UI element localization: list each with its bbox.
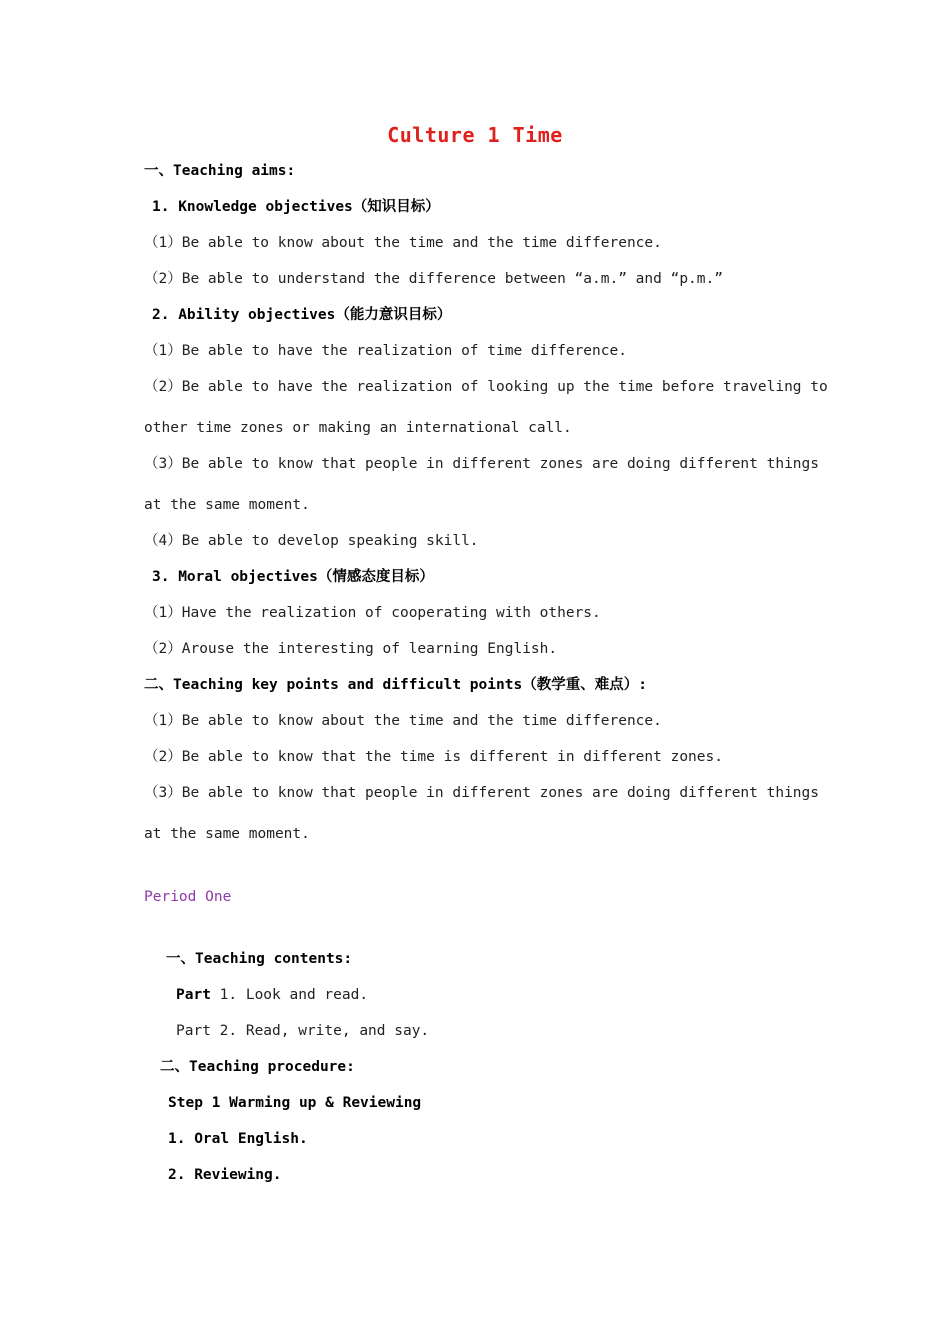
step-1-heading: Step 1 Warming up & Reviewing [168, 1095, 422, 1111]
knowledge-item-2: （2）Be able to understand the difference between “a.m.” and “p.m.” [144, 271, 723, 287]
contents-item-1 [176, 985, 368, 1005]
document-title: Culture 1 Time [387, 123, 563, 147]
contents-heading: 一、Teaching contents: [166, 951, 353, 967]
ability-objectives-heading: 2. Ability objectives（能力意识目标） [152, 307, 452, 323]
key-point-3-line-2: at the same moment. [144, 826, 310, 842]
ability-item-3-line-1: （3）Be able to know that people in different zones are doing different things [144, 456, 820, 472]
ability-item-3-line-2: at the same moment. [144, 497, 310, 513]
key-point-1: （1）Be able to know about the time and the time difference. [144, 713, 662, 729]
aims-heading: 一、Teaching aims: [144, 163, 296, 179]
step-1-item-1: 1. Oral English. [168, 1131, 308, 1147]
procedure-heading: 二、Teaching procedure: [160, 1059, 355, 1075]
moral-item-2: （2）Arouse the interesting of learning English. [144, 641, 558, 657]
period-label: Period One [144, 889, 232, 905]
ability-item-2-line-1: （2）Be able to have the realization of looking up the time before traveling to [144, 379, 828, 395]
moral-objectives-heading: 3. Moral objectives（情感态度目标） [152, 569, 434, 585]
key-point-2: （2）Be able to know that the time is different in different zones. [144, 749, 723, 765]
contents-item-1-bold: Part [176, 987, 211, 1003]
ability-item-4: （4）Be able to develop speaking skill. [144, 533, 479, 549]
knowledge-objectives-heading: 1. Knowledge objectives（知识目标） [152, 199, 440, 215]
key-point-3-line-1: （3）Be able to know that people in different zones are doing different things [144, 785, 820, 801]
step-1-item-2: 2. Reviewing. [168, 1167, 282, 1183]
contents-item-2: Part 2. Read, write, and say. [176, 1023, 430, 1039]
knowledge-item-1: （1）Be able to know about the time and the time difference. [144, 235, 662, 251]
ability-item-2-line-2: other time zones or making an international call. [144, 420, 572, 436]
moral-item-1: （1）Have the realization of cooperating with others. [144, 605, 601, 621]
ability-item-1: （1）Be able to have the realization of time difference. [144, 343, 627, 359]
contents-item-1-rest: 1. Look and read. [210, 987, 369, 1003]
key-points-heading: 二、Teaching key points and difficult points（教学重、难点）: [144, 677, 647, 693]
